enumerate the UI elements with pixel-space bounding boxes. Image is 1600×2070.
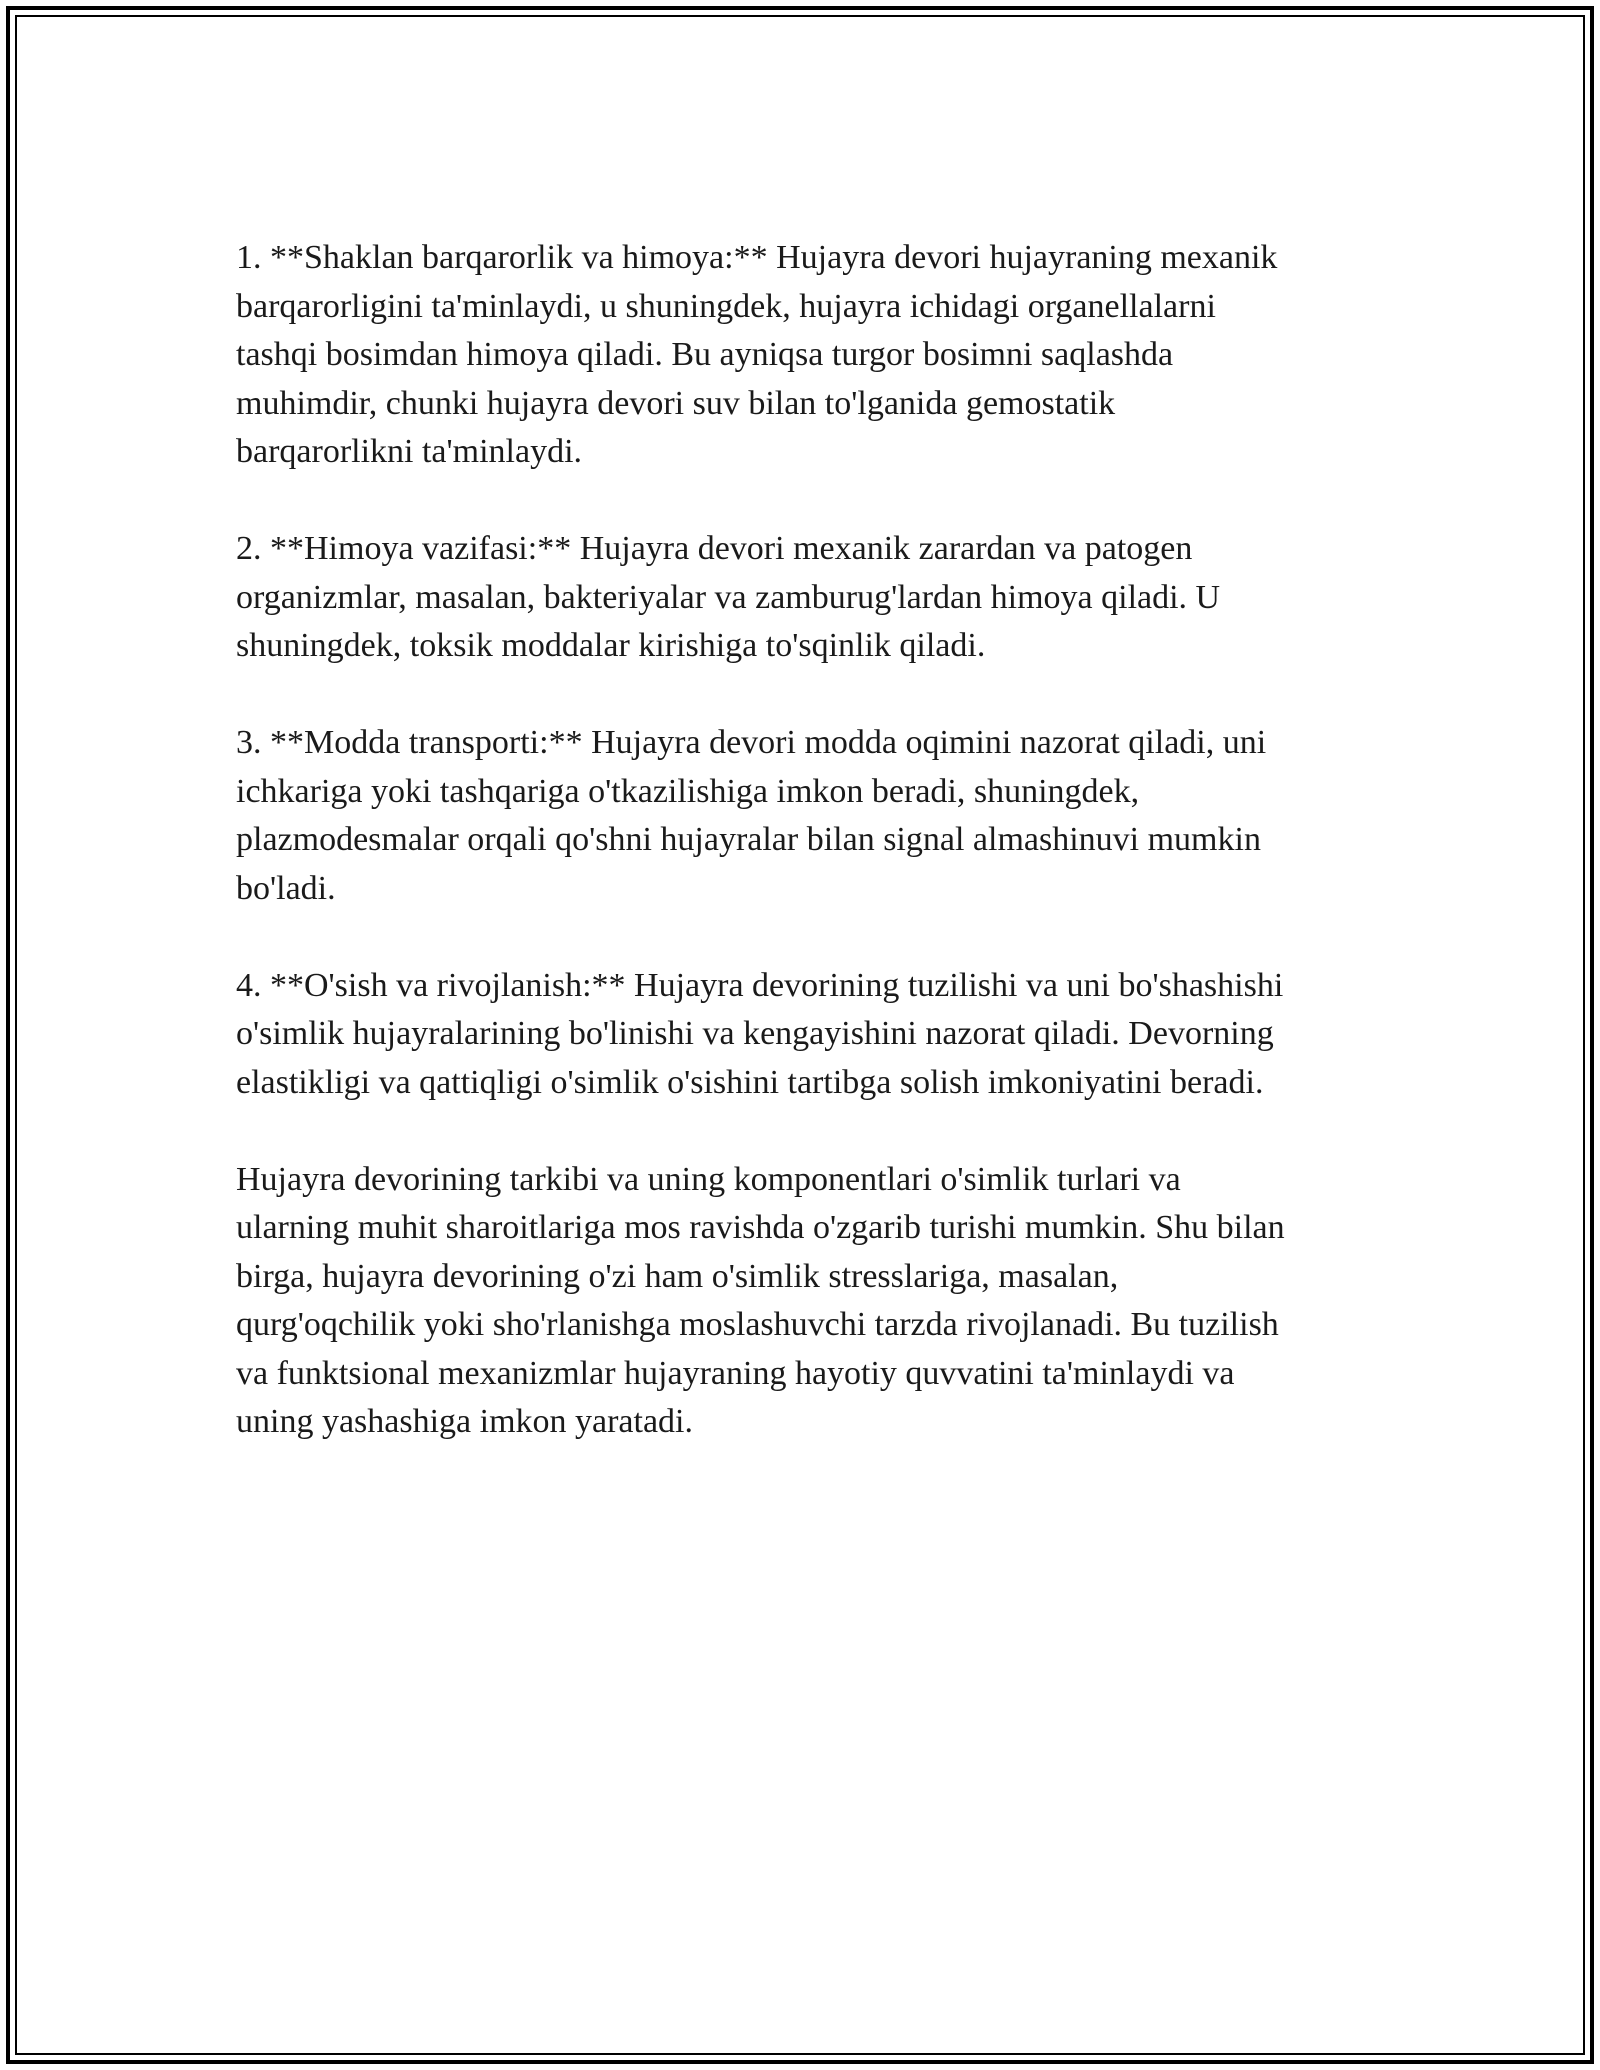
paragraph-growth-development: 4. **O'sish va rivojlanish:** Hujayra devorining tuzilishi va uni bo'shashishi o'simlik hujayralarining bo'linishi va kengayishini nazorat qiladi. Devorning elastikligi va qattiqligi o'simlik o'sishini tartibga solish imkoniyatini beradi. (236, 966, 1284, 1101)
paragraph-substance-transport: 3. **Modda transporti:** Hujayra devori modda oqimini nazorat qiladi, uni ichkariga yoki tashqariga o'tkazilishiga imkon beradi, shuningdek, plazmodesmalar orqali qo'shni hujayralar bilan signal almashinuvi mumkin bo'ladi. (236, 724, 1267, 907)
document-body (236, 234, 1376, 1495)
paragraph-conclusion: Hujayra devorining tarkibi va uning komponentlari o'simlik turlari va ularning muhit sharoitlariga mos ravishda o'zgarib turishi mumkin. Shu bilan birga, hujayra devorining o'zi ham o'simlik stresslariga, masalan, qurg'oqchilik yoki sho'rlanishga moslashuvchi tarzda rivojlanadi. Bu tuzilish va funktsional mexanizmlar hujayraning hayotiy quvvatini ta'minlaydi va uning yashashiga imkon yaratadi. (236, 1160, 1285, 1440)
paragraph-shape-stability: 1. **Shaklan barqarorlik va himoya:** Hujayra devori hujayraning mexanik barqarorligini ta'minlaydi, u shuningdek, hujayra ichidagi organellalarni tashqi bosimdan himoya qiladi. Bu ayniqsa turgor bosimni saqlashda muhimdir, chunki hujayra devori suv bilan to'lganida gemostatik barqarorlikni ta'minlaydi. (236, 239, 1278, 470)
paragraph-protective-function: 2. **Himoya vazifasi:** Hujayra devori mexanik zarardan va patogen organizmlar, masalan, bakteriyalar va zamburug'lardan himoya qiladi. U shuningdek, toksik moddalar kirishiga to'sqinlik qiladi. (236, 530, 1221, 664)
